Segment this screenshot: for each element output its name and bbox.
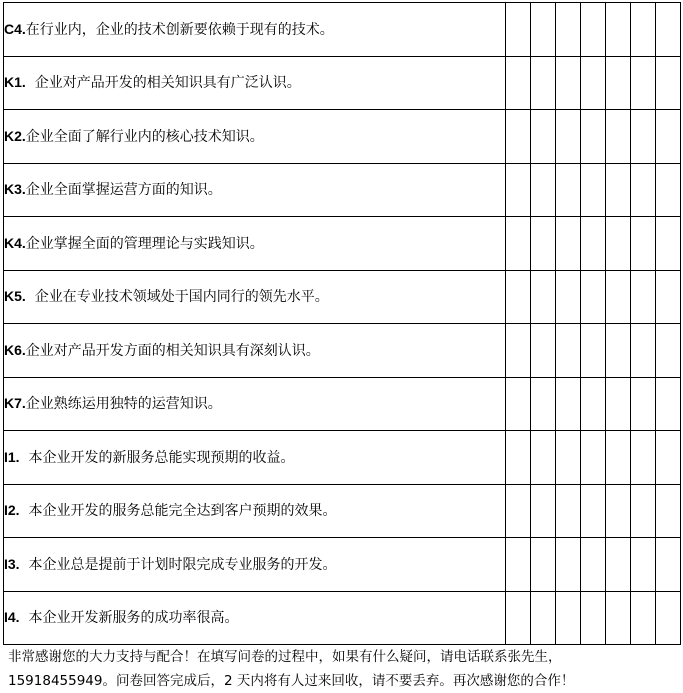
question-row	[4, 591, 681, 645]
score-box-2[interactable]	[531, 591, 556, 645]
score-box-1[interactable]	[506, 591, 531, 645]
score-box-1[interactable]	[506, 431, 531, 485]
question-text-cell	[4, 377, 506, 431]
score-box-6[interactable]	[631, 56, 656, 110]
question-statement: 本企业开发的新服务总能实现预期的收益。	[19, 449, 295, 466]
score-box-7[interactable]	[656, 110, 681, 164]
score-box-2[interactable]	[531, 484, 556, 538]
score-box-6[interactable]	[631, 377, 656, 431]
score-box-6[interactable]	[631, 324, 656, 378]
score-box-5[interactable]	[606, 591, 631, 645]
score-box-5[interactable]	[606, 110, 631, 164]
question-code: I4.	[4, 609, 20, 626]
question-row	[4, 110, 681, 164]
question-row	[4, 324, 681, 378]
question-statement: 企业对产品开发的相关知识具有广泛认识。	[25, 75, 301, 92]
question-code: K1.	[4, 74, 26, 91]
question-row	[4, 163, 681, 217]
question-code: I1.	[4, 448, 20, 465]
score-box-5[interactable]	[606, 3, 631, 57]
score-box-3[interactable]	[556, 538, 581, 592]
score-box-1[interactable]	[506, 324, 531, 378]
question-statement: 企业全面掌握运营方面的知识。	[25, 182, 222, 199]
closing-line-2: 15918455949。问卷回答完成后，2 天内将有人过来回收，请不要丢弃。再次感谢您的合作！	[8, 673, 575, 689]
score-box-2[interactable]	[531, 324, 556, 378]
score-box-1[interactable]	[506, 217, 531, 271]
score-box-7[interactable]	[656, 431, 681, 485]
score-box-1[interactable]	[506, 163, 531, 217]
score-box-4[interactable]	[581, 110, 606, 164]
question-statement: 在行业内，企业的技术创新要依赖于现有的技术。	[25, 21, 334, 38]
question-text-cell	[4, 270, 506, 324]
score-box-6[interactable]	[631, 217, 656, 271]
score-box-5[interactable]	[606, 163, 631, 217]
score-box-5[interactable]	[606, 56, 631, 110]
score-box-7[interactable]	[656, 591, 681, 645]
score-box-3[interactable]	[556, 484, 581, 538]
question-code: K6.	[4, 341, 26, 358]
question-row	[4, 377, 681, 431]
question-text-cell	[4, 3, 506, 57]
score-box-2[interactable]	[531, 3, 556, 57]
score-box-3[interactable]	[556, 3, 581, 57]
score-box-4[interactable]	[581, 3, 606, 57]
score-box-2[interactable]	[531, 163, 556, 217]
score-box-6[interactable]	[631, 538, 656, 592]
score-box-2[interactable]	[531, 377, 556, 431]
score-box-7[interactable]	[656, 377, 681, 431]
question-statement: 企业对产品开发方面的相关知识具有深刻认识。	[25, 342, 320, 359]
question-code: K2.	[4, 127, 26, 144]
question-statement: 本企业总是提前于计划时限完成专业服务的开发。	[19, 556, 337, 573]
score-box-4[interactable]	[581, 431, 606, 485]
score-box-6[interactable]	[631, 270, 656, 324]
score-box-6[interactable]	[631, 484, 656, 538]
score-box-3[interactable]	[556, 431, 581, 485]
score-box-1[interactable]	[506, 538, 531, 592]
question-statement: 企业在专业技术领域处于国内同行的领先水平。	[25, 289, 329, 306]
score-box-4[interactable]	[581, 163, 606, 217]
question-row	[4, 3, 681, 57]
score-box-2[interactable]	[531, 431, 556, 485]
score-box-4[interactable]	[581, 484, 606, 538]
score-box-1[interactable]	[506, 56, 531, 110]
closing-line-1: 非常感谢您的大力支持与配合！在填写问卷的过程中，如果有什么疑问，请电话联系张先生，	[8, 649, 562, 665]
score-box-3[interactable]	[556, 217, 581, 271]
score-box-2[interactable]	[531, 217, 556, 271]
score-box-6[interactable]	[631, 163, 656, 217]
score-box-2[interactable]	[531, 56, 556, 110]
question-statement: 本企业开发的服务总能完全达到客户预期的效果。	[19, 503, 337, 520]
question-statement: 企业掌握全面的管理理论与实践知识。	[25, 235, 264, 252]
score-box-4[interactable]	[581, 270, 606, 324]
question-text-cell	[4, 591, 506, 645]
score-box-7[interactable]	[656, 484, 681, 538]
question-code: K5.	[4, 288, 26, 305]
score-box-3[interactable]	[556, 324, 581, 378]
score-box-4[interactable]	[581, 56, 606, 110]
score-box-3[interactable]	[556, 591, 581, 645]
question-code: K7.	[4, 395, 26, 412]
score-box-5[interactable]	[606, 377, 631, 431]
score-box-5[interactable]	[606, 538, 631, 592]
question-text-cell	[4, 484, 506, 538]
score-box-4[interactable]	[581, 377, 606, 431]
score-box-5[interactable]	[606, 431, 631, 485]
survey-table	[3, 2, 681, 645]
score-box-1[interactable]	[506, 484, 531, 538]
score-box-4[interactable]	[581, 324, 606, 378]
score-box-2[interactable]	[531, 270, 556, 324]
score-box-3[interactable]	[556, 110, 581, 164]
score-box-7[interactable]	[656, 270, 681, 324]
question-code: I2.	[4, 502, 20, 519]
score-box-6[interactable]	[631, 591, 656, 645]
question-row	[4, 217, 681, 271]
score-box-6[interactable]	[631, 110, 656, 164]
score-box-6[interactable]	[631, 431, 656, 485]
question-statement: 企业全面了解行业内的核心技术知识。	[25, 128, 264, 145]
question-row	[4, 270, 681, 324]
score-box-4[interactable]	[581, 217, 606, 271]
question-code: C4.	[4, 20, 26, 37]
score-box-4[interactable]	[581, 591, 606, 645]
question-text-cell	[4, 538, 506, 592]
question-text-cell	[4, 163, 506, 217]
score-box-2[interactable]	[531, 538, 556, 592]
question-text-cell	[4, 217, 506, 271]
question-row	[4, 484, 681, 538]
score-box-1[interactable]	[506, 270, 531, 324]
score-box-4[interactable]	[581, 538, 606, 592]
question-code: K3.	[4, 181, 26, 198]
question-text-cell	[4, 324, 506, 378]
score-box-3[interactable]	[556, 163, 581, 217]
score-box-7[interactable]	[656, 217, 681, 271]
score-box-7[interactable]	[656, 56, 681, 110]
score-box-5[interactable]	[606, 484, 631, 538]
question-statement: 企业熟练运用独特的运营知识。	[25, 396, 222, 413]
score-box-2[interactable]	[531, 110, 556, 164]
question-code: K4.	[4, 234, 26, 251]
score-box-1[interactable]	[506, 377, 531, 431]
score-box-5[interactable]	[606, 217, 631, 271]
score-box-3[interactable]	[556, 270, 581, 324]
closing-note	[8, 645, 680, 693]
question-statement: 本企业开发新服务的成功率很高。	[19, 610, 239, 627]
question-text-cell	[4, 110, 506, 164]
question-row	[4, 538, 681, 592]
score-box-5[interactable]	[606, 270, 631, 324]
score-box-3[interactable]	[556, 56, 581, 110]
question-text-cell	[4, 431, 506, 485]
score-box-1[interactable]	[506, 3, 531, 57]
question-text-cell	[4, 56, 506, 110]
score-box-5[interactable]	[606, 324, 631, 378]
score-box-6[interactable]	[631, 3, 656, 57]
score-box-7[interactable]	[656, 324, 681, 378]
score-box-1[interactable]	[506, 110, 531, 164]
question-row	[4, 56, 681, 110]
question-row	[4, 431, 681, 485]
score-box-7[interactable]	[656, 538, 681, 592]
score-box-7[interactable]	[656, 163, 681, 217]
score-box-7[interactable]	[656, 3, 681, 57]
score-box-3[interactable]	[556, 377, 581, 431]
question-code: I3.	[4, 555, 20, 572]
